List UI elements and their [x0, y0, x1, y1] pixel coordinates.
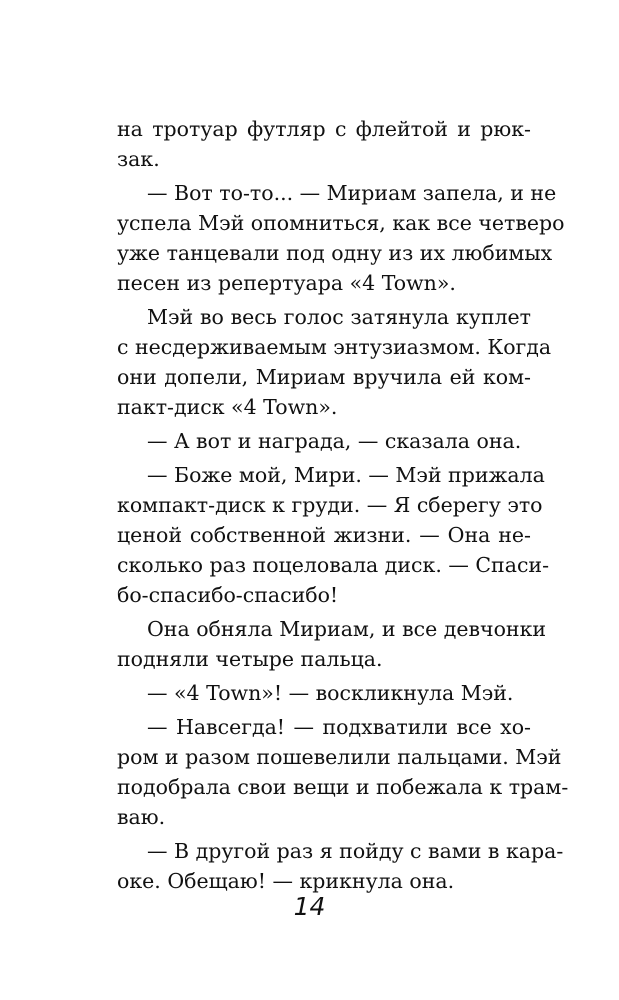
text-line: — Навсегда! — подхватили все хо-: [147, 715, 531, 739]
text-line: — «4 Town»! — воскликнула Мэй.: [147, 681, 514, 705]
text-line: — В другой раз я пойду с вами в кара-: [147, 839, 564, 863]
text-line: пакт-диск «4 Town».: [117, 395, 338, 419]
text-line: с несдерживаемым энтузиазмом. Когда: [117, 335, 552, 359]
text-line: Она обняла Мириам, и все девчонки: [147, 617, 547, 641]
page-number: 14: [293, 892, 326, 921]
text-line: ром и разом пошевелили пальцами. Мэй: [117, 745, 562, 769]
text-line: подобрала свои вещи и побежала к трам-: [117, 775, 569, 799]
text-line: — Вот то-то... — Мириам запела, и не: [147, 181, 557, 205]
text-line: зак.: [117, 147, 160, 171]
text-line: песен из репертуара «4 Town».: [117, 271, 456, 295]
text-line: успела Мэй опомниться, как все четверо: [117, 211, 565, 235]
text-line: Мэй во весь голос затянула куплет: [147, 305, 531, 329]
text-line: компакт-диск к груди. — Я сберегу это: [117, 493, 543, 517]
text-line: ценой собственной жизни. — Она не-: [117, 523, 531, 547]
text-line: они допели, Мириам вручила ей ком-: [117, 365, 531, 389]
text-line: сколько раз поцеловала диск. — Спаси-: [117, 553, 550, 577]
text-line: ваю.: [117, 805, 166, 829]
text-line: бо-спасибо-спасибо!: [117, 583, 339, 607]
text-line: уже танцевали под одну из их любимых: [117, 241, 553, 265]
text-line: подняли четыре пальца.: [117, 647, 383, 671]
text-line: — Боже мой, Мири. — Мэй прижала: [147, 463, 545, 487]
text-line: — А вот и награда, — сказала она.: [147, 429, 522, 453]
text-line: на тротуар футляр с флейтой и рюк-: [117, 117, 531, 141]
text-line: оке. Обещаю! — крикнула она.: [117, 869, 455, 893]
